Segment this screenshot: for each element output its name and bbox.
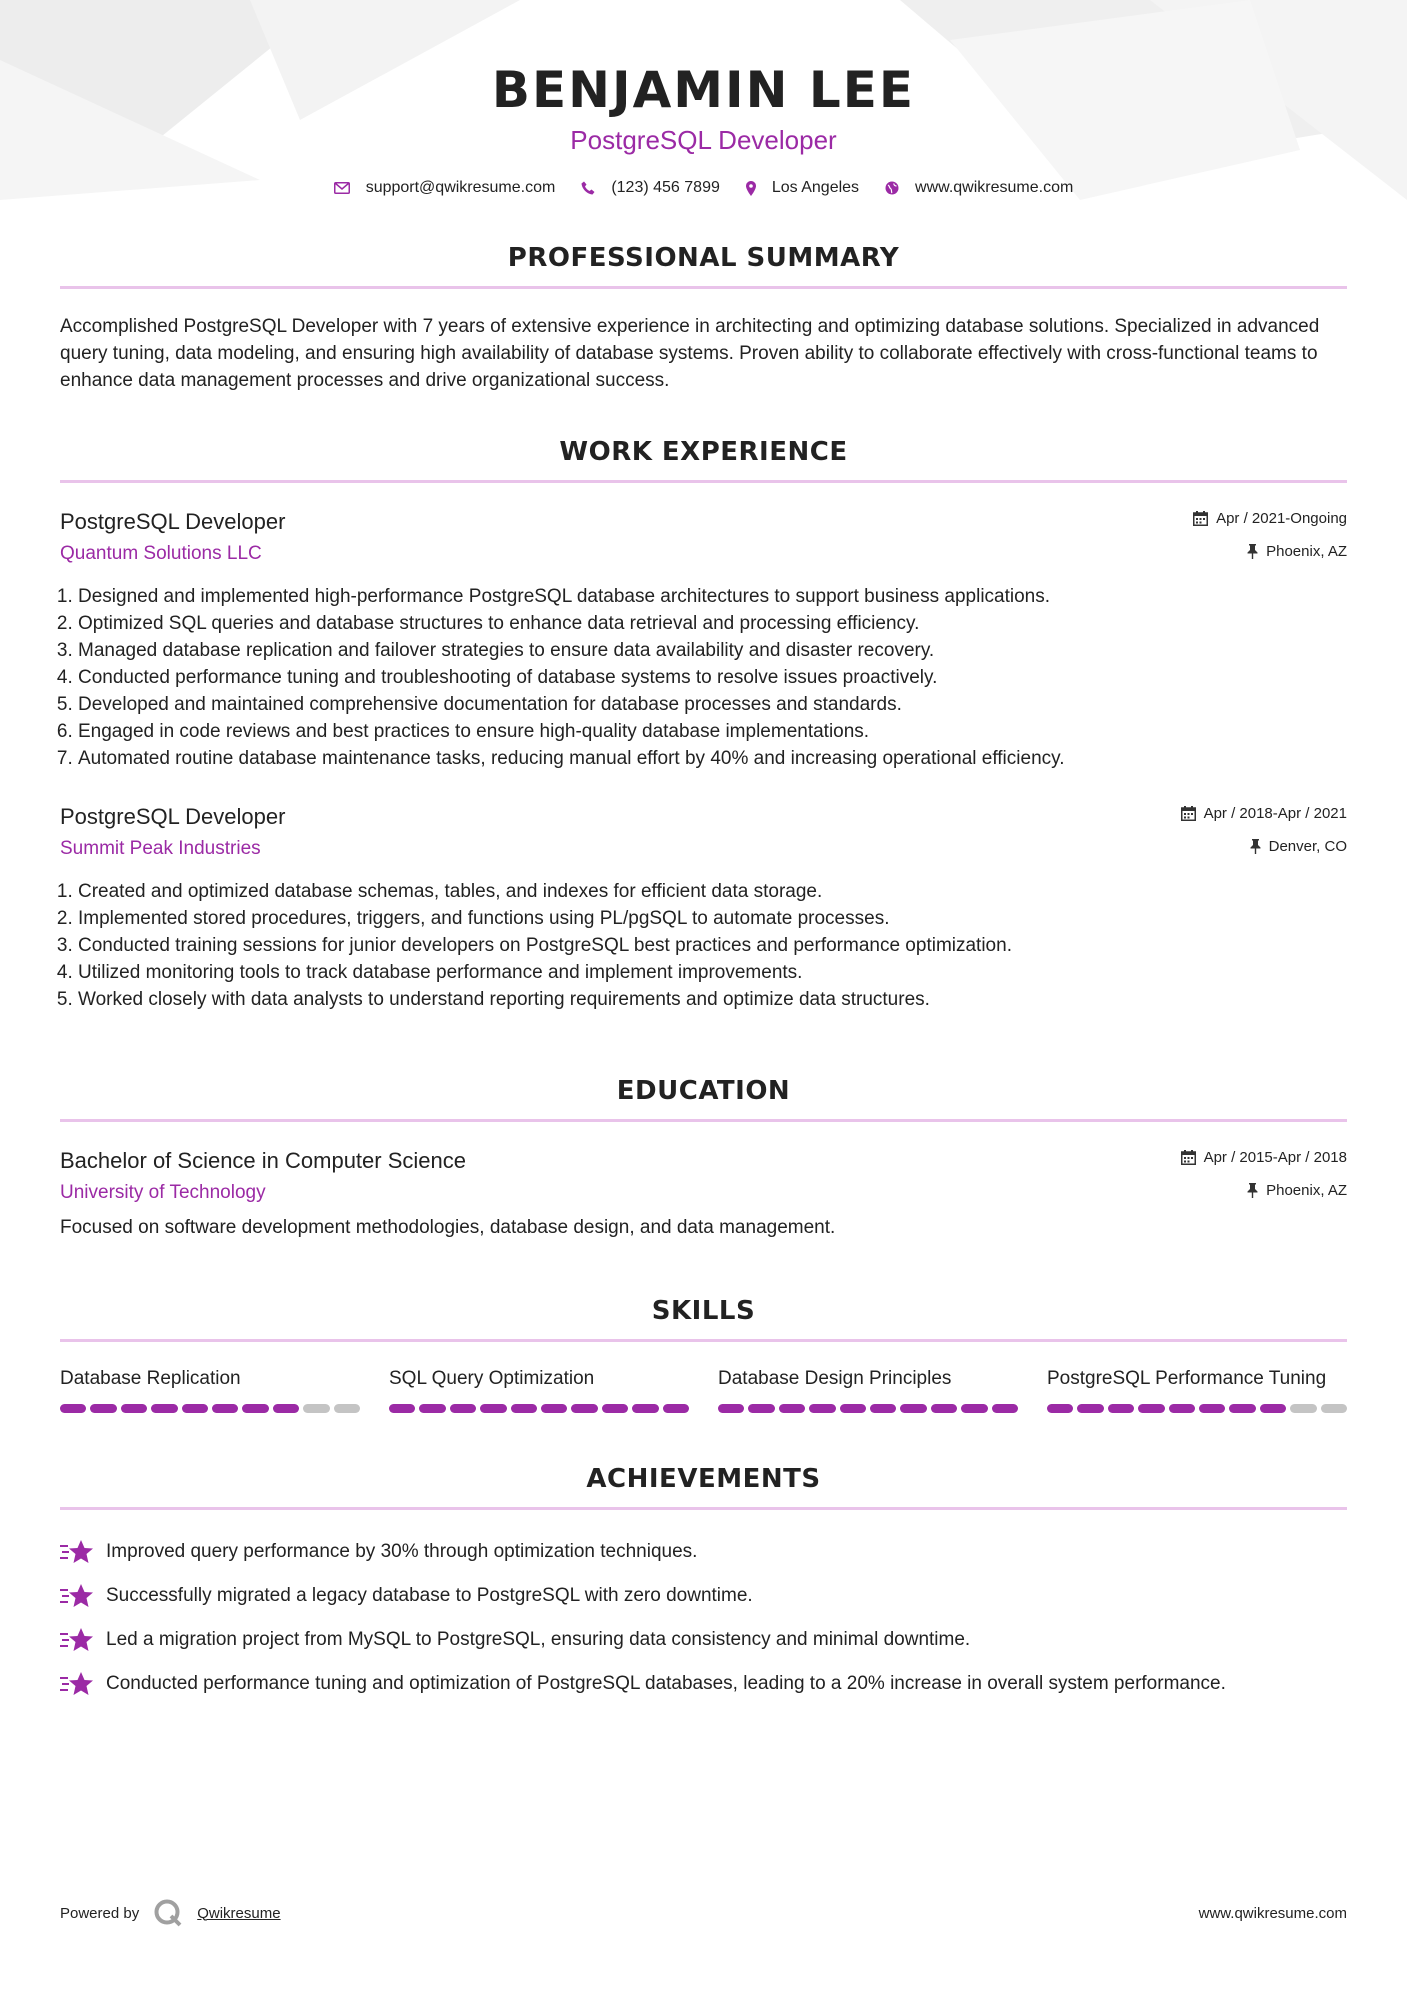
- experience-heading: WORK EXPERIENCE: [559, 437, 848, 467]
- skill-level-segment: [389, 1404, 415, 1413]
- pushpin-icon: [1247, 1183, 1258, 1198]
- school-name: University of Technology: [60, 1182, 266, 1203]
- skill-level-bar: [389, 1404, 689, 1413]
- mail-icon: [334, 182, 350, 194]
- skills-heading: SKILLS: [651, 1296, 756, 1326]
- summary-heading: PROFESSIONAL SUMMARY: [507, 243, 900, 273]
- brand-link[interactable]: Qwikresume: [197, 1904, 281, 1922]
- list-item: 7. Automated routine database maintenance tasks, reducing manual effort by 40% and increasing operational efficiency.: [78, 745, 1347, 772]
- skill-level-segment: [334, 1404, 360, 1413]
- skill-level-segment: [1199, 1404, 1225, 1413]
- job-dates: Apr / 2018-Apr / 2021: [1203, 804, 1347, 822]
- powered-by: [60, 1898, 281, 1928]
- calendar-icon: [1181, 1150, 1196, 1165]
- footer: [60, 1898, 1347, 1928]
- achievement-text: Successfully migrated a legacy database to PostgreSQL with zero downtime.: [106, 1585, 753, 1606]
- skill-level-segment: [450, 1404, 476, 1413]
- skill-name: Database Replication: [60, 1368, 241, 1389]
- skill-level-segment: [541, 1404, 567, 1413]
- powered-by-label: Powered by: [60, 1904, 140, 1922]
- skill-name: PostgreSQL Performance Tuning: [1047, 1368, 1327, 1389]
- list-item: 3. Conducted training sessions for junior developers on PostgreSQL best practices and performance optimization.: [78, 932, 1347, 959]
- contact-email-text: support@qwikresume.com: [365, 179, 556, 196]
- skill-level-segment: [1260, 1404, 1286, 1413]
- section-divider: [60, 1507, 1347, 1510]
- job-title: PostgreSQL Developer: [60, 804, 286, 829]
- resume-page: [60, 0, 1347, 1706]
- list-item: 2. Optimized SQL queries and database structures to enhance data retrieval and processing efficiency.: [78, 610, 1347, 637]
- skill-level-segment: [571, 1404, 597, 1413]
- skill-level-segment: [511, 1404, 537, 1413]
- achievement-text: Led a migration project from MySQL to PostgreSQL, ensuring data consistency and minimal downtime.: [106, 1629, 971, 1650]
- education-dates: Apr / 2015-Apr / 2018: [1203, 1148, 1347, 1166]
- achievements-heading: ACHIEVEMENTS: [586, 1464, 821, 1494]
- skill-level-segment: [748, 1404, 774, 1413]
- job-company: Summit Peak Industries: [60, 838, 261, 859]
- footer-website[interactable]: www.qwikresume.com: [1198, 1904, 1347, 1922]
- skill-level-segment: [931, 1404, 957, 1413]
- skill-level-segment: [1229, 1404, 1255, 1413]
- list-item: 4. Conducted performance tuning and troubleshooting of database systems to resolve issues proactively.: [78, 664, 1347, 691]
- experience-section: [60, 436, 1347, 1013]
- skill-level-segment: [273, 1404, 299, 1413]
- skill-level-segment: [1108, 1404, 1134, 1413]
- skill-level-segment: [1321, 1404, 1347, 1413]
- skill-level-bar: [60, 1404, 360, 1413]
- achievement-item: [60, 1530, 1347, 1574]
- skill-level-segment: [121, 1404, 147, 1413]
- skill-level-segment: [809, 1404, 835, 1413]
- section-divider: [60, 1339, 1347, 1342]
- skill-level-segment: [242, 1404, 268, 1413]
- list-item: 1. Designed and implemented high-performance PostgreSQL database architectures to support business applications.: [78, 583, 1347, 610]
- skill-level-segment: [419, 1404, 445, 1413]
- skill-level-segment: [961, 1404, 987, 1413]
- skill-level-segment: [1169, 1404, 1195, 1413]
- skill-level-segment: [663, 1404, 689, 1413]
- degree-title: Bachelor of Science in Computer Science: [60, 1148, 466, 1173]
- pushpin-icon: [1247, 544, 1258, 559]
- list-item: 4. Utilized monitoring tools to track database performance and implement improvements.: [78, 959, 1347, 986]
- education-section: [60, 1075, 1347, 1241]
- star-icon: [60, 1627, 94, 1653]
- achievement-item: [60, 1618, 1347, 1662]
- contact-website-text: www.qwikresume.com: [915, 179, 1074, 196]
- skill-level-segment: [718, 1404, 744, 1413]
- candidate-role: PostgreSQL Developer: [570, 125, 837, 155]
- contact-website[interactable]: [885, 179, 1073, 197]
- job-responsibilities: [60, 878, 1347, 1013]
- job-location: Denver, CO: [1268, 837, 1347, 855]
- job-company: Quantum Solutions LLC: [60, 543, 262, 564]
- skill-level-segment: [212, 1404, 238, 1413]
- star-icon: [60, 1539, 94, 1565]
- skill-level-segment: [900, 1404, 926, 1413]
- skills-section: [60, 1295, 1347, 1413]
- skill-level-segment: [90, 1404, 116, 1413]
- skill-level-bar: [718, 1404, 1018, 1413]
- star-icon: [60, 1583, 94, 1609]
- globe-icon: [885, 181, 899, 195]
- job-dates: Apr / 2021-Ongoing: [1216, 509, 1347, 527]
- skill-item: [60, 1366, 360, 1413]
- skill-level-segment: [602, 1404, 628, 1413]
- achievement-text: Improved query performance by 30% through optimization techniques.: [106, 1541, 698, 1562]
- section-divider: [60, 1119, 1347, 1122]
- achievements-list: [60, 1530, 1347, 1706]
- job-responsibilities: [60, 583, 1347, 772]
- skill-level-segment: [779, 1404, 805, 1413]
- achievements-section: [60, 1463, 1347, 1706]
- star-icon: [60, 1671, 94, 1697]
- skill-name: Database Design Principles: [718, 1368, 952, 1389]
- contact-phone-text: (123) 456 7899: [611, 179, 720, 196]
- job-title: PostgreSQL Developer: [60, 509, 286, 534]
- skill-item: [389, 1366, 689, 1413]
- skills-grid: [60, 1366, 1347, 1413]
- skill-level-segment: [1138, 1404, 1164, 1413]
- education-heading: EDUCATION: [616, 1076, 791, 1106]
- qwikresume-logo: [153, 1898, 183, 1928]
- skill-level-segment: [1290, 1404, 1316, 1413]
- list-item: 5. Developed and maintained comprehensive documentation for database processes and standards.: [78, 691, 1347, 718]
- education-location: Phoenix, AZ: [1266, 1181, 1347, 1199]
- summary-section: [60, 242, 1347, 394]
- section-divider: [60, 286, 1347, 289]
- skill-level-segment: [992, 1404, 1018, 1413]
- skill-level-segment: [303, 1404, 329, 1413]
- achievement-item: [60, 1574, 1347, 1618]
- contact-location: [746, 179, 859, 197]
- contact-bar: [60, 176, 1347, 200]
- skill-level-segment: [840, 1404, 866, 1413]
- achievement-item: [60, 1662, 1347, 1706]
- skill-name: SQL Query Optimization: [389, 1368, 595, 1389]
- candidate-name: BENJAMIN LEE: [491, 61, 916, 119]
- contact-location-text: Los Angeles: [771, 179, 860, 196]
- skill-level-segment: [1047, 1404, 1073, 1413]
- list-item: 3. Managed database replication and failover strategies to ensure data availability and disaster recovery.: [78, 637, 1347, 664]
- skill-item: [1047, 1366, 1347, 1413]
- pushpin-icon: [1250, 839, 1261, 854]
- list-item: 1. Created and optimized database schemas, tables, and indexes for efficient data storage.: [78, 878, 1347, 905]
- skill-level-segment: [1077, 1404, 1103, 1413]
- education-entry: [60, 1146, 1347, 1241]
- list-item: 6. Engaged in code reviews and best practices to ensure high-quality database implementations.: [78, 718, 1347, 745]
- phone-icon: [581, 181, 595, 195]
- job-entry: [60, 507, 1347, 772]
- calendar-icon: [1193, 511, 1208, 526]
- skill-level-segment: [182, 1404, 208, 1413]
- achievement-text: Conducted performance tuning and optimization of PostgreSQL databases, leading to a 20% increase in overall system performance.: [106, 1673, 1226, 1694]
- skill-level-segment: [480, 1404, 506, 1413]
- summary-text: Accomplished PostgreSQL Developer with 7 years of extensive experience in architecting and optimizing database solutions. Specialized in advanced query tuning, data modeling, and ensuring high availability of database systems. Proven ability to collaborate effectively with cross-functional teams to enhance data management processes and drive organizational success.: [60, 316, 1320, 391]
- calendar-icon: [1181, 806, 1196, 821]
- skill-level-segment: [870, 1404, 896, 1413]
- skill-level-segment: [632, 1404, 658, 1413]
- job-entry: [60, 802, 1347, 1013]
- job-location: Phoenix, AZ: [1266, 542, 1347, 560]
- skill-level-segment: [60, 1404, 86, 1413]
- section-divider: [60, 480, 1347, 483]
- skill-level-segment: [151, 1404, 177, 1413]
- contact-phone[interactable]: [581, 179, 720, 197]
- list-item: 5. Worked closely with data analysts to understand reporting requirements and optimize data structures.: [78, 986, 1347, 1013]
- location-pin-icon: [746, 181, 756, 196]
- education-description: Focused on software development methodologies, database design, and data management.: [60, 1217, 836, 1238]
- skill-level-bar: [1047, 1404, 1347, 1413]
- list-item: 2. Implemented stored procedures, triggers, and functions using PL/pgSQL to automate processes.: [78, 905, 1347, 932]
- contact-email[interactable]: [334, 179, 556, 197]
- skill-item: [718, 1366, 1018, 1413]
